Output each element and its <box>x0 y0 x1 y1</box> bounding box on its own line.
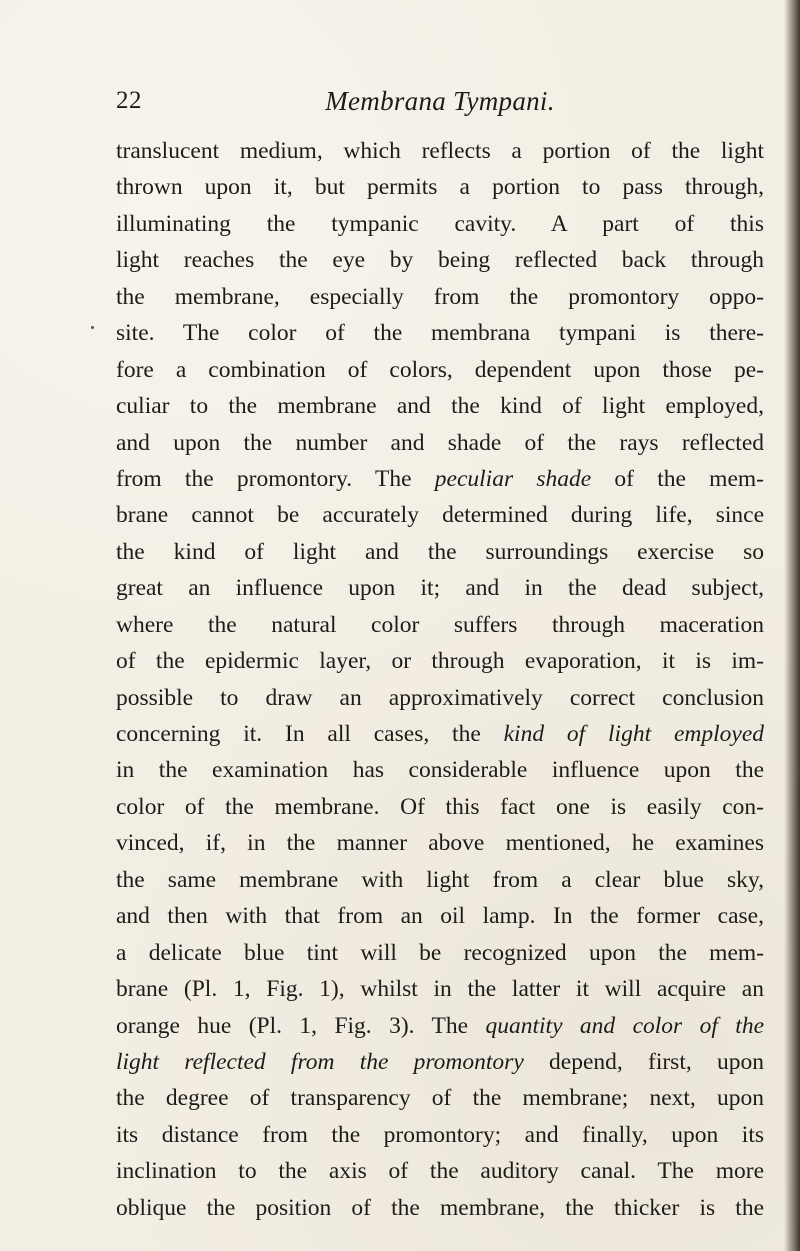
text-line <box>116 1044 764 1080</box>
text-segment: brane cannot be accurately determined during life, since <box>116 502 764 529</box>
text-segment: oblique the position of the membrane, the thicker is the <box>116 1194 764 1221</box>
italic-text-segment: quantity and color of the <box>485 1012 764 1039</box>
text-segment: and then with that from an oil lamp. In the former case, <box>116 903 764 930</box>
text-line <box>116 1008 764 1044</box>
text-segment: its distance from the promontory; and finally, upon its <box>116 1121 764 1148</box>
text-line <box>116 352 764 388</box>
text-line <box>116 1080 764 1116</box>
italic-text-segment: kind of light employed <box>503 721 764 747</box>
text-line <box>116 534 764 570</box>
text-segment: concerning it. In all cases, the <box>116 721 504 747</box>
text-line <box>116 607 764 643</box>
text-line <box>116 425 764 461</box>
text-line <box>116 388 764 424</box>
text-line <box>116 1117 764 1153</box>
text-line <box>116 752 764 788</box>
text-segment: the membrane, especially from the promontory oppo- <box>116 283 764 310</box>
text-line <box>116 862 764 898</box>
text-segment: fore a combination of colors, dependent upon those pe- <box>116 356 764 383</box>
text-line <box>116 133 764 169</box>
text-line <box>116 497 764 533</box>
text-line <box>116 680 764 716</box>
text-segment: thrown upon it, but permits a portion to pass through, <box>116 174 764 201</box>
text-segment: possible to draw an approximatively correct conclusion <box>116 684 764 711</box>
text-segment: illuminating the tympanic cavity. A part of this <box>116 210 764 237</box>
page-edge-shadow <box>784 0 800 1251</box>
italic-text-segment: peculiar shade <box>434 465 592 492</box>
text-segment: of the mem- <box>591 465 764 492</box>
text-segment: inclination to the axis of the auditory canal. The more <box>116 1158 764 1185</box>
text-segment: orange hue (Pl. 1, Fig. 3). The <box>116 1012 486 1039</box>
text-line <box>116 1153 764 1189</box>
text-line <box>116 279 764 315</box>
text-line <box>116 643 764 679</box>
text-segment: where the natural color suffers through maceration <box>116 611 764 638</box>
italic-text-segment: light reflected from the promontory <box>116 1048 524 1075</box>
page-speck <box>91 326 94 329</box>
text-segment: the degree of transparency of the membrane; next, upon <box>116 1085 764 1112</box>
text-segment: vinced, if, in the manner above mentioned, he examines <box>116 830 764 857</box>
text-segment: culiar to the membrane and the kind of light employed, <box>116 393 764 420</box>
text-segment: a delicate blue tint will be recognized upon the mem- <box>116 939 764 966</box>
page-number: 22 <box>116 87 142 114</box>
text-segment: from the promontory. The <box>116 465 435 492</box>
text-segment: the kind of light and the surroundings exercise so <box>116 538 764 565</box>
text-line <box>116 825 764 861</box>
text-segment: brane (Pl. 1, Fig. 1), whilst in the latter it will acquire an <box>116 976 764 1003</box>
text-line <box>116 461 764 497</box>
text-segment: translucent medium, which reflects a portion of the light <box>116 138 764 164</box>
text-line <box>116 242 764 278</box>
text-segment: great an influence upon it; and in the dead subject, <box>116 575 764 602</box>
text-segment: site. The color of the membrana tympani is there- <box>116 320 764 347</box>
text-line <box>116 971 764 1007</box>
text-line <box>116 789 764 825</box>
text-segment: the same membrane with light from a clear blue sky, <box>116 866 764 893</box>
text-line <box>116 716 764 752</box>
text-line <box>116 935 764 971</box>
text-line <box>116 570 764 606</box>
text-segment: light reaches the eye by being reflected back through <box>116 247 764 274</box>
text-line <box>116 898 764 934</box>
text-segment: color of the membrane. Of this fact one is easily con- <box>116 793 764 820</box>
text-line <box>116 315 764 351</box>
text-line <box>116 1190 764 1226</box>
text-segment: of the epidermic layer, or through evaporation, it is im- <box>116 648 764 675</box>
page-header <box>116 86 764 116</box>
text-line <box>116 169 764 205</box>
text-segment: depend, first, upon <box>523 1048 764 1075</box>
text-line <box>116 206 764 242</box>
text-segment: in the examination has considerable influence upon the <box>116 757 764 784</box>
running-title: Membrana Tympani. <box>325 86 555 116</box>
text-segment: and upon the number and shade of the rays reflected <box>116 429 764 456</box>
body-text <box>116 133 764 1226</box>
